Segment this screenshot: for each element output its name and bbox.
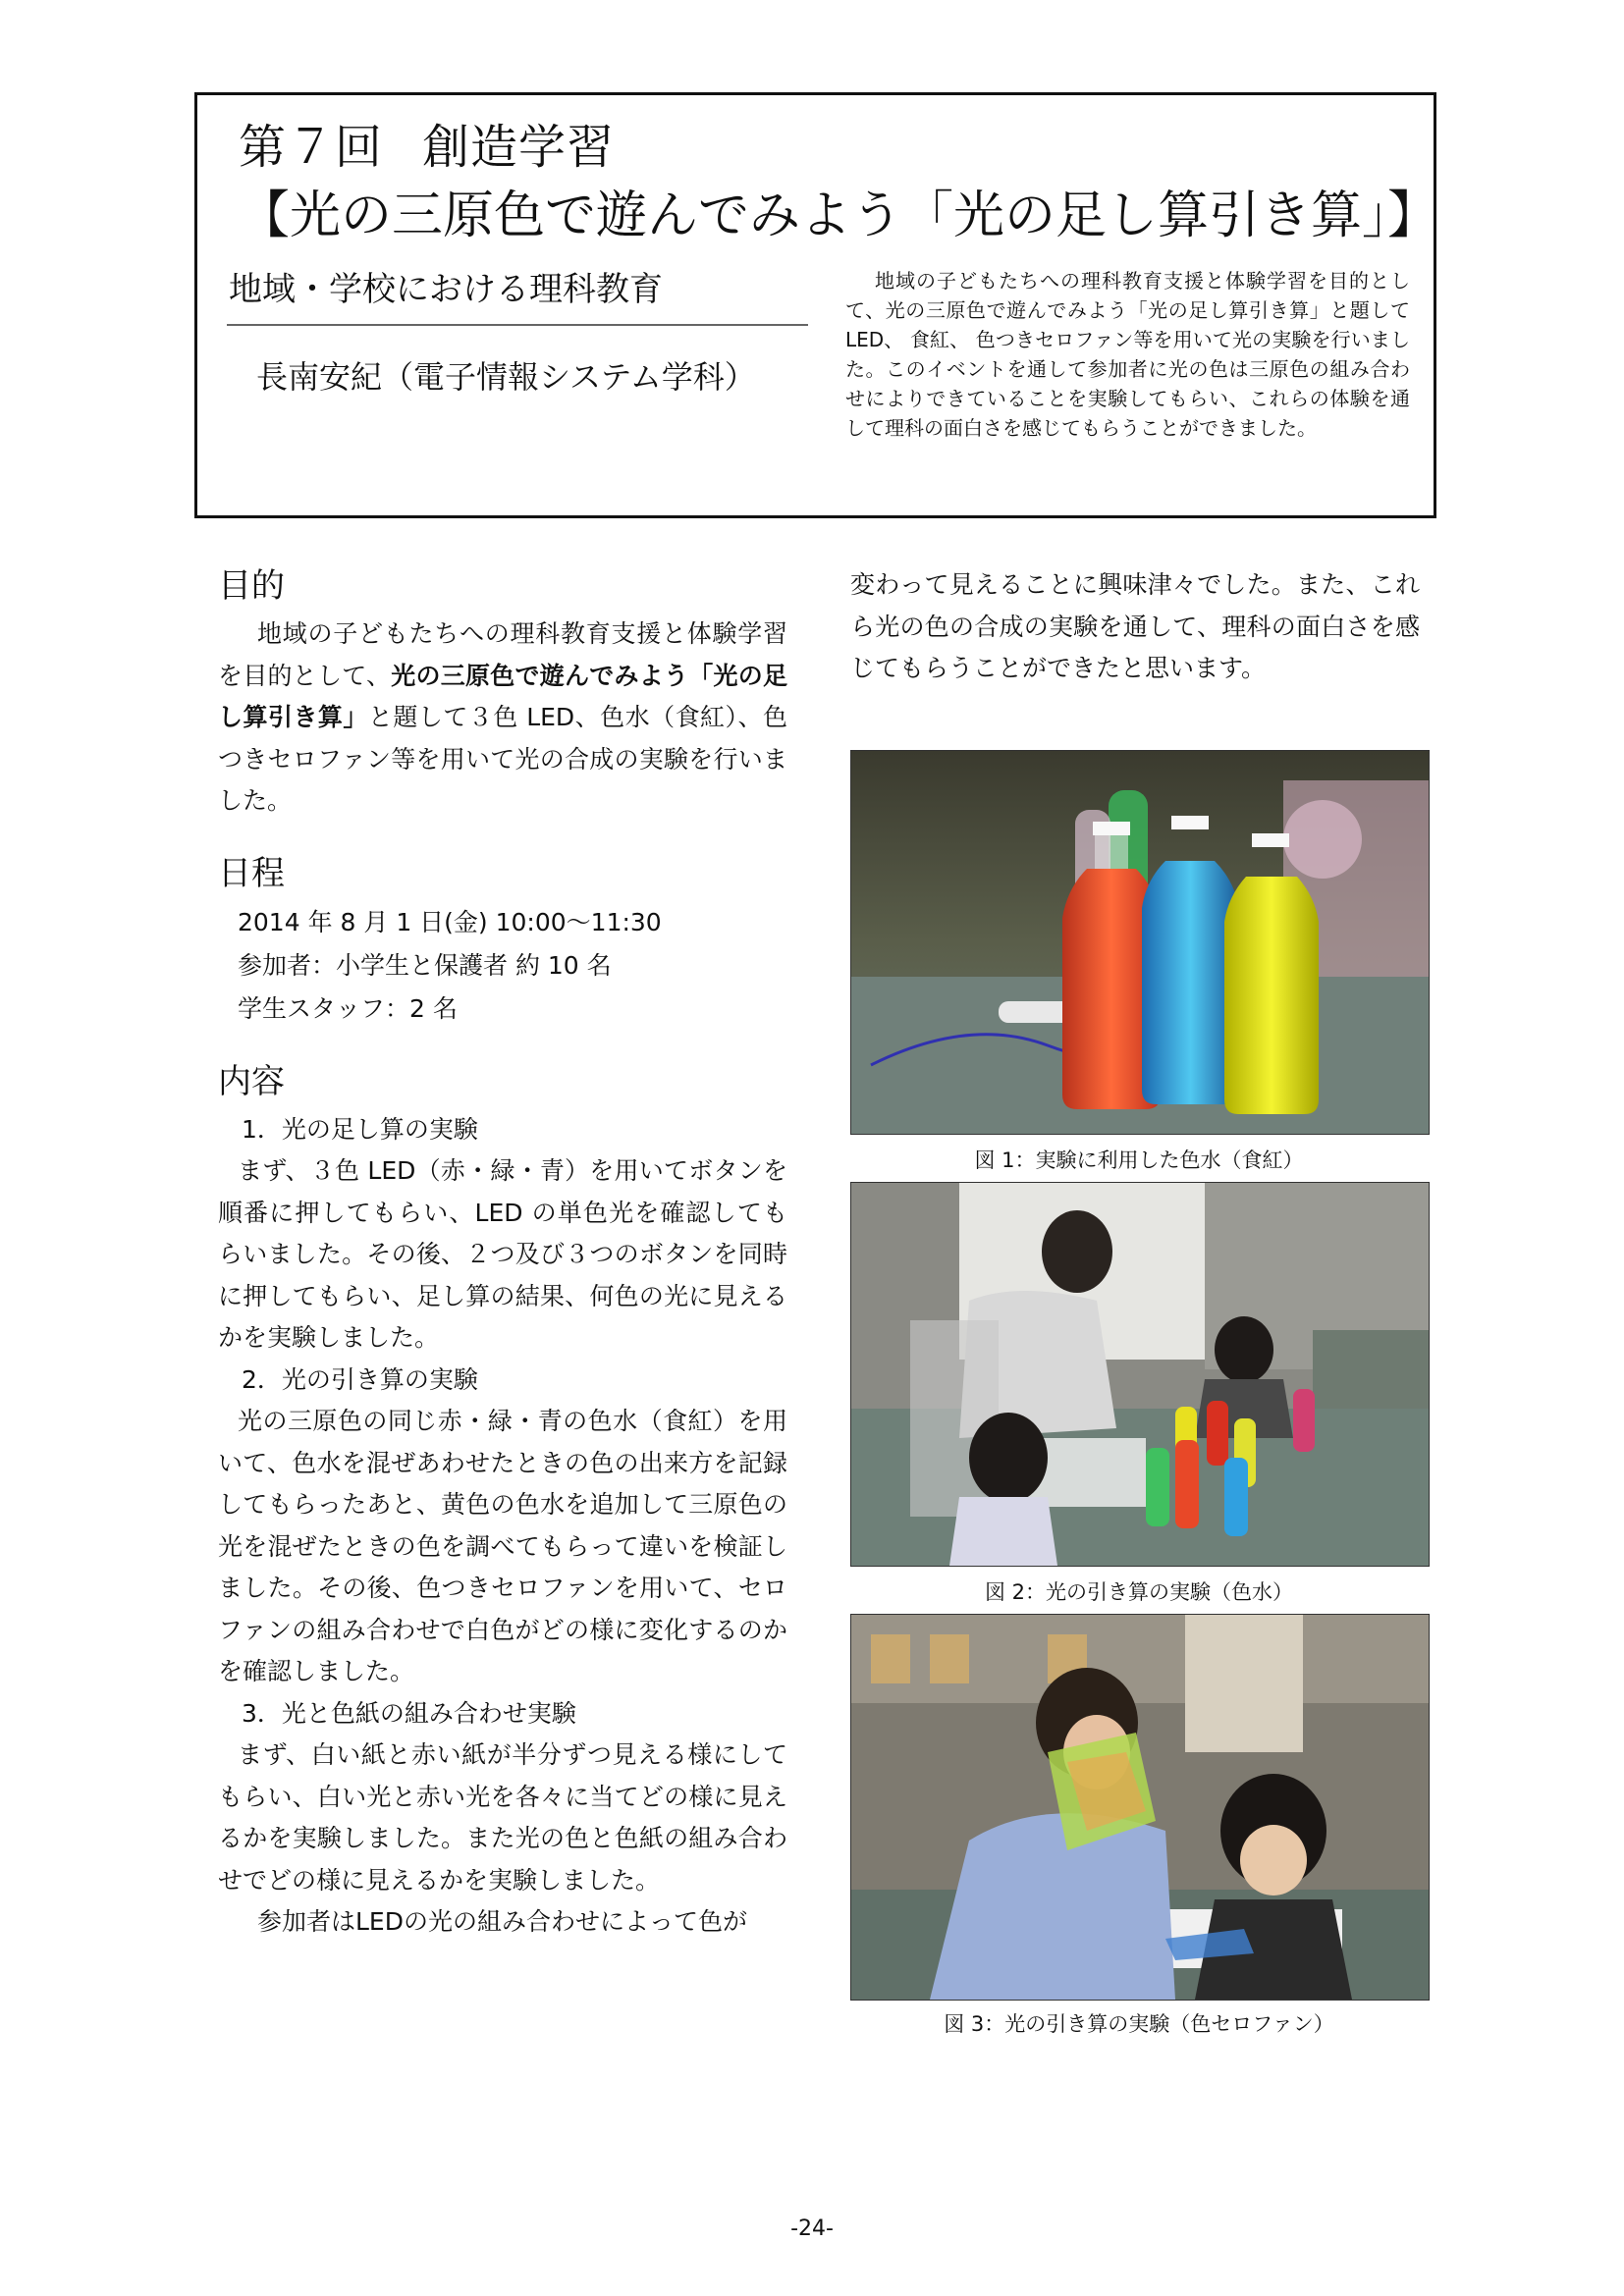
bottles-image: [851, 751, 1429, 1134]
closing-text-1: 参加者はLEDの光の組み合わせによって色が: [257, 1907, 747, 1936]
figure-1-photo: [850, 750, 1430, 1135]
content-heading: 内容: [218, 1061, 285, 1101]
figure-2-caption: 図 2：光の引き算の実験（色水）: [984, 1580, 1294, 1604]
exp3-title: 3．光と色紙の組み合わせ実験: [242, 1698, 576, 1728]
series-number: 第７回: [239, 120, 384, 175]
figure-3-photo: [850, 1614, 1430, 2001]
series-line: [239, 109, 615, 177]
series-category: 創造学習: [422, 120, 616, 175]
cellophane-image: [851, 1615, 1429, 2000]
figure-1-caption: 図 1：実験に利用した色水（食紅）: [974, 1148, 1304, 1172]
schedule-participants: 参加者：小学生と保護者 約 10 名: [238, 950, 612, 980]
schedule-staff: 学生スタッフ：2 名: [238, 993, 458, 1023]
closing-text-2: 変わって見えることに興味津々でした。また、これら光の色の合成の実験を通して、理科の面白さを感じてもらうことができたと思います。: [850, 570, 1420, 682]
subtitle: 地域・学校における理科教育: [227, 262, 808, 326]
purpose-text: [218, 614, 787, 823]
exp3-text: まず、白い紙と赤い紙が半分ずつ見える様にしてもらい、白い光と赤い光を各々に当てどの様に見えるかを実験しました。また光の色と色紙の組み合わせでどの様に見えるかを実験しました。: [218, 1740, 787, 1895]
right-column: [850, 564, 1420, 690]
classroom-image: [851, 1183, 1429, 1566]
figure-3-caption: 図 3：光の引き算の実験（色セロファン）: [944, 2012, 1334, 2036]
purpose-heading: 目的: [218, 566, 285, 606]
author: 長南安紀（電子情報システム学科）: [256, 358, 756, 396]
exp1-title: 1．光の足し算の実験: [242, 1114, 478, 1144]
figure-2-photo: [850, 1182, 1430, 1567]
left-column: [218, 564, 787, 1944]
purpose-text-bold: 光の三原色で遊んでみよう「光の足し算引き算」: [218, 661, 787, 731]
abstract: 地域の子どもたちへの理科教育支援と体験学習を目的として、光の三原色で遊んでみよう「光の足し算引き算」と題して LED、 食紅、 色つきセロファン等を用いて光の実験を行いました。このイベントを通して参加者に光の色は三原色の組み合わせによりできていることを実験してもらい、これらの体験を通して理科の面白さを感じてもらうことができました。: [845, 269, 1410, 440]
page-number: -24-: [790, 2216, 834, 2241]
purpose-text-1: 地域の子どもたちへの理科教育支援と体験学習を目的として、: [218, 619, 787, 690]
exp1-text: まず、３色 LED（赤・緑・青）を用いてボタンを順番に押してもらい、LED の単色光を確認してもらいました。その後、２つ及び３つのボタンを同時に押してもらい、足し算の結果、何色の光に見えるかを実験しました。: [218, 1156, 787, 1352]
exp2-title: 2．光の引き算の実験: [242, 1364, 478, 1394]
page-title: 【光の三原色で遊んでみよう「光の足し算引き算」】: [239, 187, 1439, 245]
exp2-text: 光の三原色の同じ赤・緑・青の色水（食紅）を用いて、色水を混ぜあわせたときの色の出来方を記録してもらったあと、黄色の色水を追加して三原色の光を混ぜたときの色を調べてもらって違いを検証しました。その後、色つきセロファンを用いて、セロファンの組み合わせで白色がどの様に変化するのかを確認しました。: [218, 1407, 787, 1685]
schedule-heading: 日程: [218, 853, 285, 893]
schedule-date: 2014 年 8 月 1 日(金) 10:00～11:30: [238, 907, 662, 936]
purpose-text-2: と題して３色 LED、色水（食紅）、色つきセロファン等を用いて光の合成の実験を行いました。: [218, 703, 787, 815]
header-box: [194, 92, 1439, 518]
